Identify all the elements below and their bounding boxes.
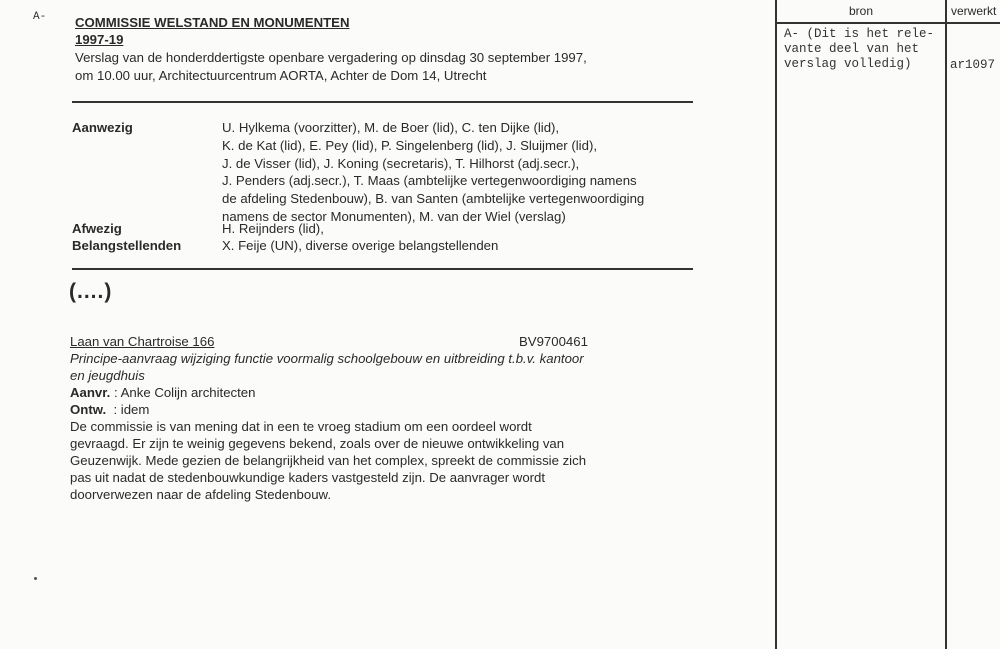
subtitle-line: Verslag van de honderddertigste openbare vergadering op dinsdag 30 september 1997, — [75, 50, 587, 65]
present-line: J. de Visser (lid), J. Koning (secretaris), T. Hilhorst (adj.secr.), — [222, 155, 580, 171]
interested-label: Belangstellenden — [72, 238, 182, 253]
present-line: J. Penders (adj.secr.), T. Maas (ambtelijke vertegenwoordiging namens — [222, 173, 637, 189]
table-header-border — [775, 22, 1000, 24]
present-line: K. de Kat (lid), E. Pey (lid), P. Singelenberg (lid), J. Sluijmer (lid), — [222, 137, 598, 153]
absent-value: H. Reijnders (lid), — [222, 221, 324, 236]
item-reference: BV9700461 — [519, 334, 588, 349]
document-title: COMMISSIE WELSTAND EN MONUMENTEN — [75, 15, 350, 30]
body-line: pas uit nadat de stedenbouwkundige kaders vastgesteld zijn. De aanvrager wordt — [70, 469, 546, 485]
table-border-mid — [945, 0, 947, 649]
body-line: De commissie is van mening dat in een te vroeg stadium om een oordeel wordt — [70, 419, 532, 434]
applicant-value: : Anke Colijn architecten — [114, 385, 256, 400]
document-number: 1997-19 — [75, 32, 124, 47]
item-description — [70, 350, 584, 384]
source-line: A- (Dit is het rele- — [784, 27, 935, 41]
document-subtitle — [75, 49, 587, 85]
present-line: de afdeling Stedenbouw), B. van Santen (ambtelijke vertegenwoordiging — [222, 191, 645, 207]
designer-value: : idem — [113, 402, 150, 417]
absent-label: Afwezig — [72, 221, 122, 236]
table-border-left — [775, 0, 777, 649]
designer-label: Ontw. — [70, 402, 107, 417]
body-line: Geuzenwijk. Mede gezien de belangrijkheid van het complex, spreekt de commissie zich — [70, 452, 587, 468]
applicant-row — [70, 384, 255, 402]
item-body — [70, 418, 586, 502]
source-line: verslag volledig) — [784, 57, 912, 71]
designer-row — [70, 401, 149, 419]
interested-value: X. Feije (UN), diverse overige belangstellenden — [222, 238, 499, 253]
item-address: Laan van Chartroise 166 — [70, 334, 215, 349]
omission-marker: (....) — [69, 280, 113, 303]
speck — [34, 577, 37, 580]
present-line: U. Hylkema (voorzitter), M. de Boer (lid), C. ten Dijke (lid), — [222, 120, 560, 135]
processed-code: ar1097 — [950, 58, 996, 72]
present-line: namens de sector Monumenten), M. van der Wiel (verslag) — [222, 208, 566, 224]
body-line: doorverwezen naar de afdeling Stedenbouw. — [70, 486, 332, 502]
present-label: Aanwezig — [72, 120, 133, 135]
subtitle-line: om 10.00 uur, Architectuurcentrum AORTA, Achter de Dom 14, Utrecht — [75, 67, 487, 83]
description-line: en jeugdhuis — [70, 367, 145, 383]
applicant-label: Aanvr. — [70, 385, 111, 400]
source-note — [784, 27, 934, 72]
divider — [72, 268, 693, 270]
source-line: vante deel van het — [784, 42, 920, 56]
description-line: Principe-aanvraag wijziging functie voormalig schoolgebouw en uitbreiding t.b.v. kantoor — [70, 351, 584, 366]
body-line: gevraagd. Er zijn te weinig gegevens bekend, zoals over de nieuwe ontwikkeling van — [70, 435, 565, 451]
section-marker: A- — [33, 11, 47, 23]
present-list — [222, 119, 644, 226]
column-header-processed: verwerkt — [951, 4, 997, 18]
column-header-source: bron — [848, 4, 874, 18]
divider — [72, 101, 693, 103]
